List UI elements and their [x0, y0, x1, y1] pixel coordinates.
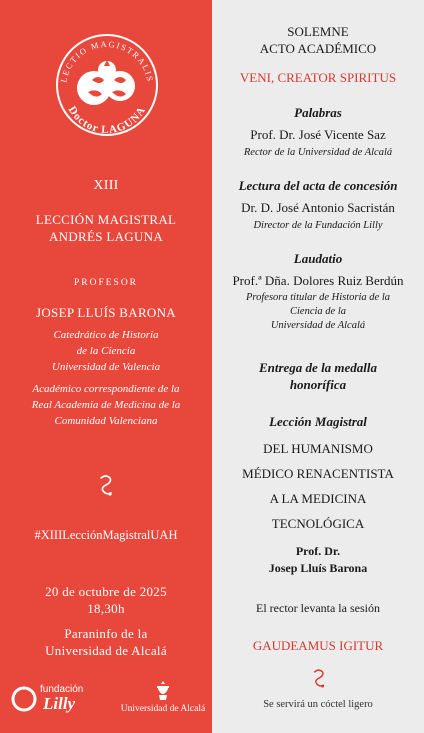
edition-number: XIII	[93, 178, 119, 193]
lecture-topic-line3: A LA MEDICINA	[269, 491, 367, 506]
lecture-topic-line1: DEL HUMANISMO	[263, 441, 373, 456]
section-medal-title-line1: Entrega de la medalla	[258, 360, 378, 375]
venue-line1: Paraninfo de la	[64, 626, 148, 641]
event-hashtag: #XIIILecciónMagistralUAH	[34, 528, 178, 542]
opening-hymn: VENI, CREATOR SPIRITUS	[239, 70, 397, 85]
program-heading-line2: ACTO ACADÉMICO	[259, 41, 377, 56]
program-heading-line1: SOLEMNE	[287, 24, 349, 39]
role-label: PROFESOR	[73, 278, 139, 288]
lecture-title-line2: ANDRÉS LAGUNA	[48, 229, 164, 244]
ornament-icon-right	[311, 668, 327, 690]
seal-arc-bottom: Doctor LAGUNA	[65, 104, 149, 137]
speaker-bio-line2: de la Ciencia	[76, 345, 136, 357]
ornament-icon	[97, 474, 115, 498]
section-palabras-title: Palabras	[294, 105, 342, 120]
sponsor-brand-text: Lilly	[43, 694, 76, 713]
speaker-bio-line3: Universidad de Valencia	[51, 361, 161, 373]
section-lecture-title: Lección Magistral	[269, 414, 367, 429]
university-logo	[118, 680, 208, 720]
event-date: 20 de octubre de 2025	[45, 584, 167, 599]
lecture-topic-line4: TECNOLÓGICA	[271, 516, 365, 531]
lilly-ring-icon	[10, 685, 38, 713]
closing-remark: El rector levanta la sesión	[256, 601, 380, 615]
fundacion-lilly-logo	[10, 683, 90, 717]
section-laudatio-role3: Universidad de Alcalá	[270, 320, 366, 331]
speaker-bio-line6: Comunidad Valenciana	[54, 415, 158, 427]
reception-note: Se servirá un cóctel ligero	[263, 699, 373, 710]
speaker-bio-line1: Catedrático de Historia	[53, 329, 159, 341]
speaker-name: JOSEP LLUÍS BARONA	[36, 305, 176, 320]
lecturer-title: Prof. Dr.	[295, 544, 341, 558]
venue-line2: Universidad de Alcalá	[45, 643, 167, 658]
section-palabras-name: Prof. Dr. José Vicente Saz	[250, 127, 386, 142]
sponsor-top-text: fundación	[40, 684, 84, 695]
lecture-topic-line2: MÉDICO RENACENTISTA	[242, 466, 394, 481]
section-acta-name: Dr. D. José Antonio Sacristán	[241, 200, 395, 215]
speaker-bio-line5: Real Academia de Medicina de la	[31, 399, 181, 411]
section-laudatio-role1: Profesora titular de Historia de la	[246, 292, 390, 303]
section-palabras-role: Rector de la Universidad de Alcalá	[243, 147, 393, 158]
lecturer-name: Josep Lluís Barona	[268, 561, 368, 575]
pomegranate-icon	[77, 60, 135, 105]
section-acta-title: Lectura del acta de concesión	[238, 178, 398, 193]
speaker-bio-line4: Académico correspondiente de la	[32, 383, 180, 395]
lecture-title-line1: LECCIÓN MAGISTRAL	[35, 212, 177, 227]
closing-hymn: GAUDEAMUS IGITUR	[252, 638, 384, 653]
section-laudatio-title: Laudatio	[293, 251, 343, 266]
section-laudatio-name: Prof.ª Dña. Dolores Ruiz Berdún	[232, 273, 404, 288]
lectio-magistralis-seal	[52, 30, 162, 140]
svg-text:Doctor LAGUNA	[66, 104, 149, 136]
section-laudatio-role2: Ciencia de la	[290, 306, 346, 317]
section-medal-title-line2: honorífica	[289, 377, 347, 392]
right-panel	[212, 0, 424, 733]
seal-arc-top: LECTIO MAGISTRALIS	[58, 38, 156, 84]
university-crest-icon	[153, 680, 173, 702]
event-time: 18,30h	[87, 601, 125, 616]
university-name: Universidad de Alcalá	[120, 704, 206, 714]
section-acta-role: Director de la Fundación Lilly	[253, 220, 383, 231]
